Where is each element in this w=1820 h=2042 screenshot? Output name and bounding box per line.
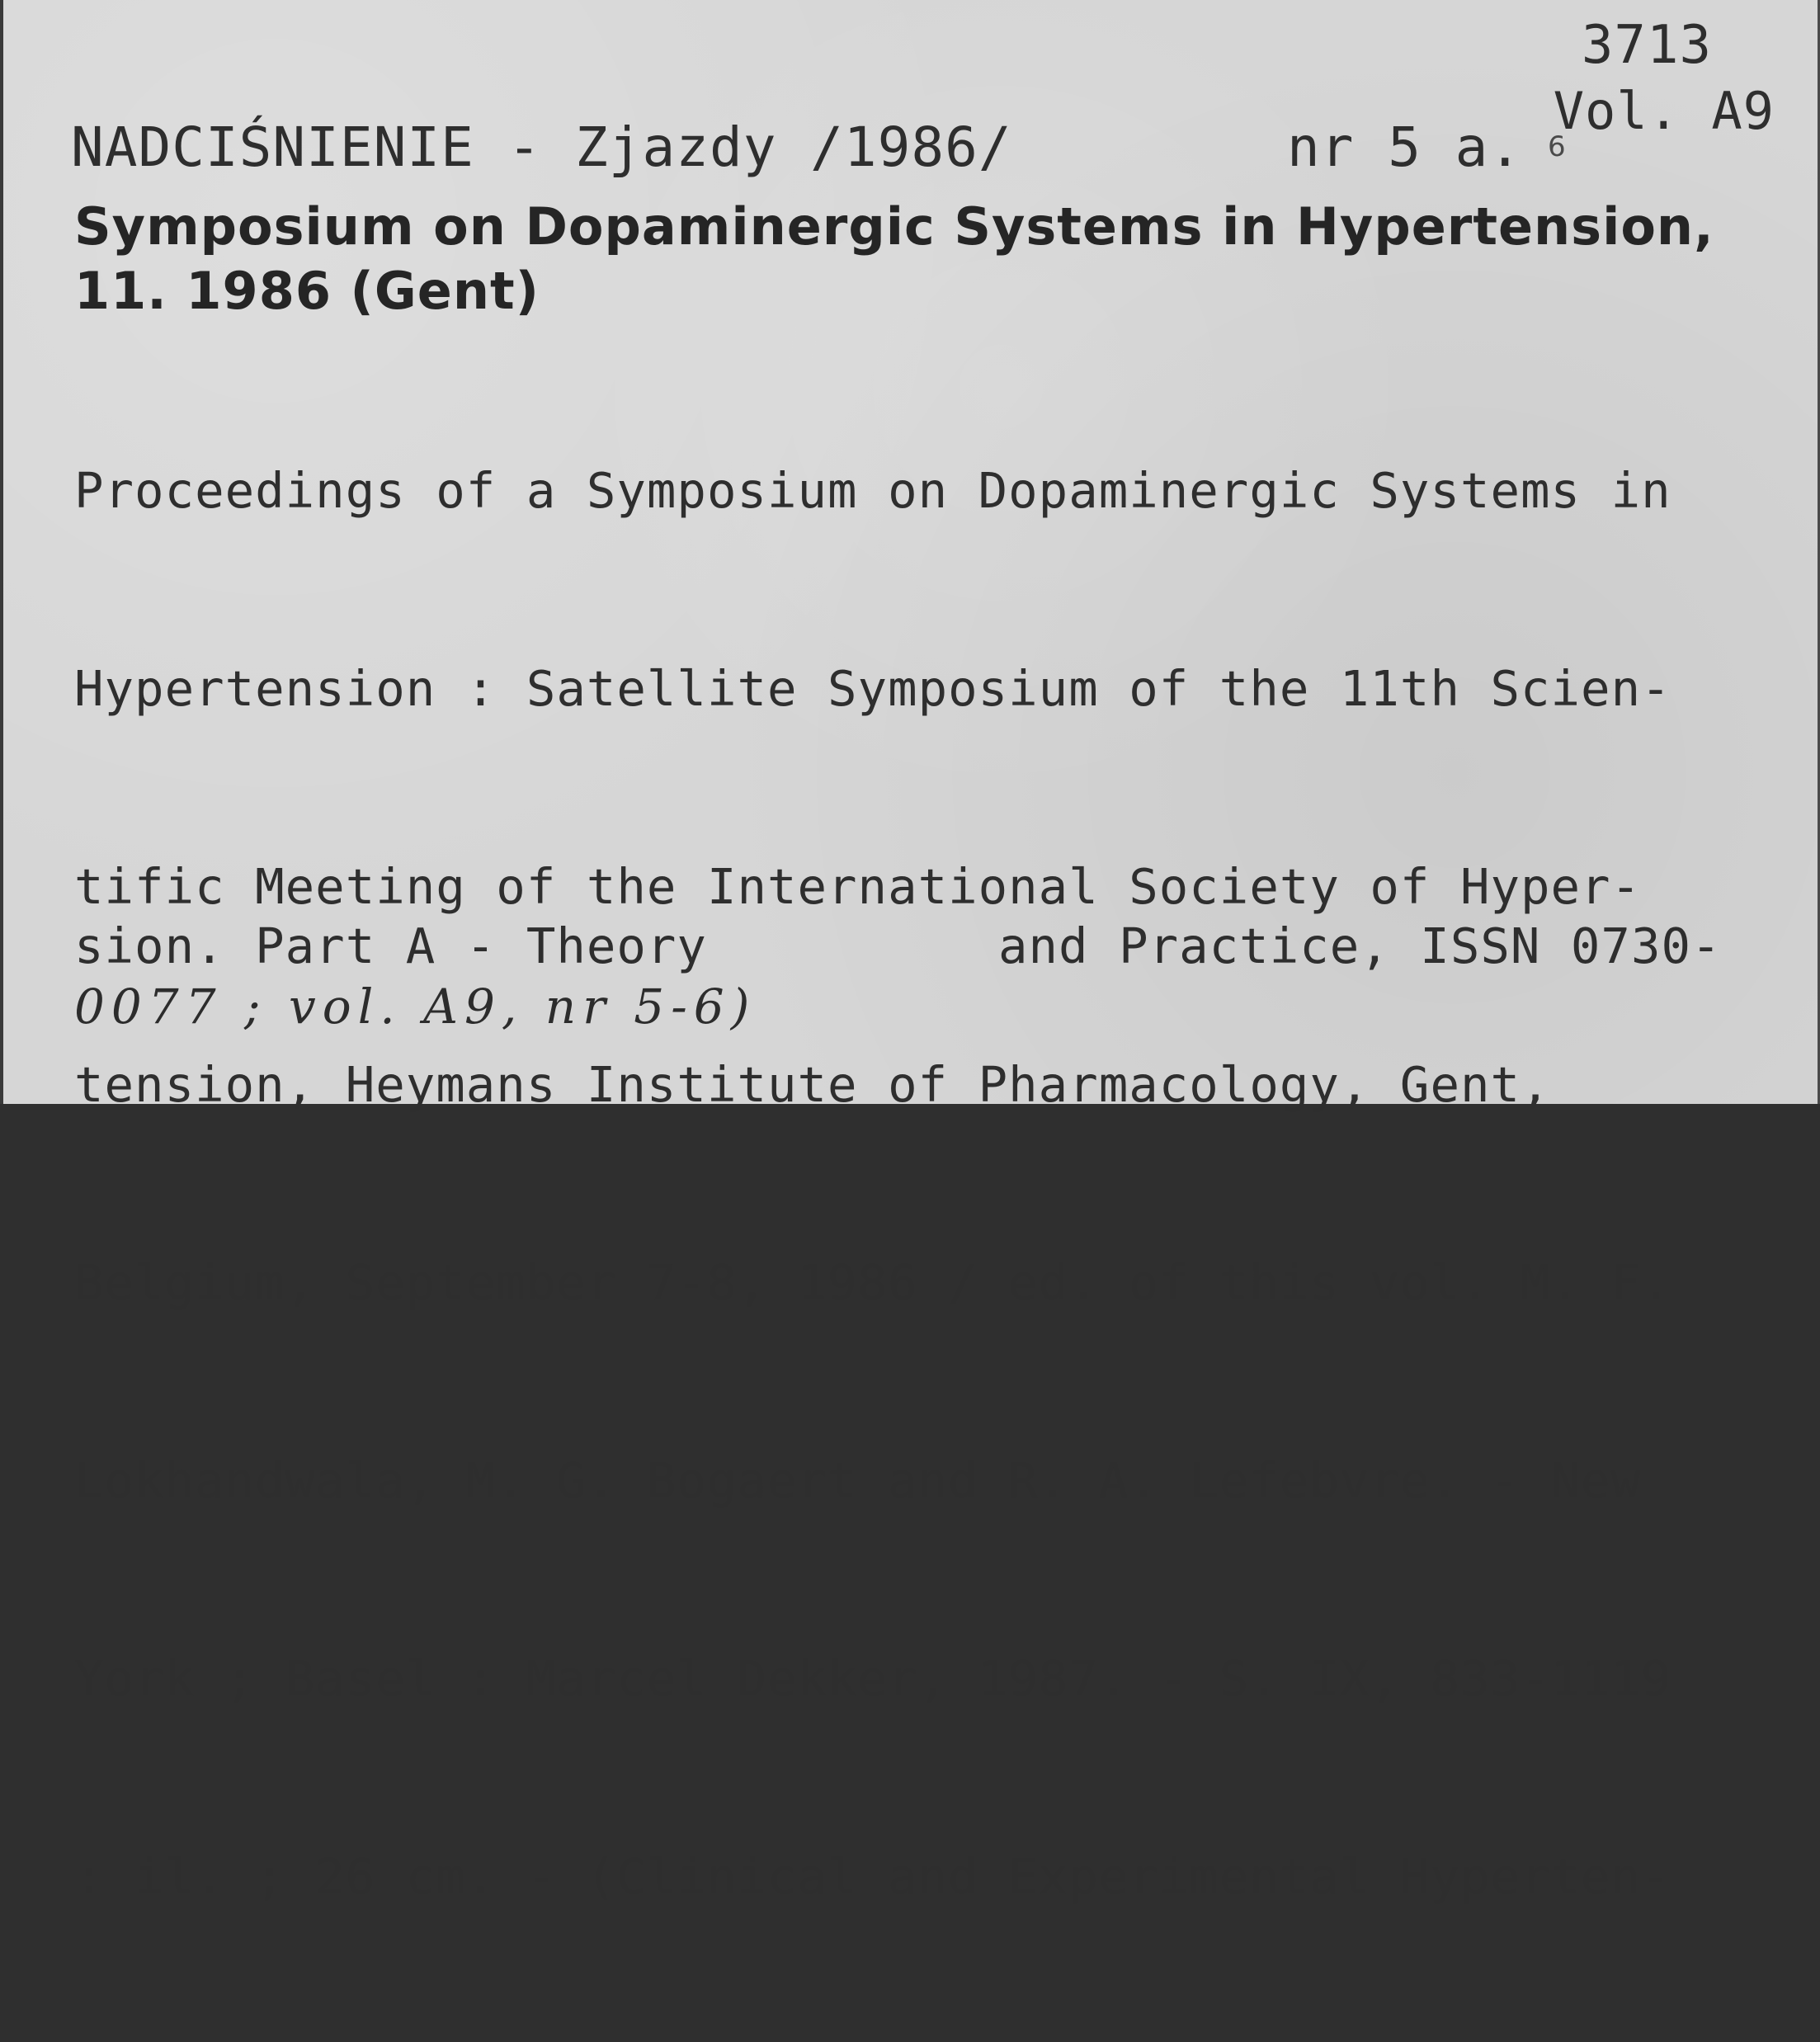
description-line: Hypertension : Satellite Symposium of the 11th Scien- (74, 660, 1671, 717)
series-line-part-2: and Practice, ISSN 0730- (998, 917, 1722, 974)
description-line: tension, Heymans Institute of Pharmacology, Gent, (74, 1056, 1551, 1113)
description-line: York ; Basel : Marcel Dekker, 1987. - S. IX, 833-1119 (74, 1650, 1671, 1707)
description-body (74, 326, 1671, 2042)
main-entry-line-1: Symposium on Dopaminergic Systems in Hypertension, (74, 196, 1714, 257)
issue-number: nr 5 a. (1287, 116, 1523, 179)
volume-label: Vol. A9 (1553, 81, 1775, 141)
description-line: tific Meeting of the International Society of Hyper- (74, 858, 1642, 915)
description-line: Proceedings of a Symposium on Dopaminergic Systems in (74, 462, 1671, 519)
main-entry-line-2: 11. 1986 (Gent) (74, 261, 540, 321)
series-line-part-1: sion. Part A - Theory (74, 917, 707, 974)
description-line: Belgium, September 7-8, 1986 / ed. of this vol. M. F. (74, 1254, 1671, 1311)
issue-number-suffix: 6 (1548, 130, 1566, 163)
call-number: 3713 (1581, 15, 1712, 76)
description-line: Lokhandwala, M. G. Bogaert and R. A. Lefebvre. - New (74, 1452, 1642, 1509)
subject-heading: NADCIŚNIENIE - Zjazdy /1986/ (71, 116, 1012, 179)
main-entry (74, 195, 1714, 323)
handwritten-note: 0077 ; vol. A9, nr 5-6) (74, 979, 757, 1035)
description-line: : il. ; 26 cm. - (Clinical and Experimental Hyperten- (74, 1848, 1671, 1905)
